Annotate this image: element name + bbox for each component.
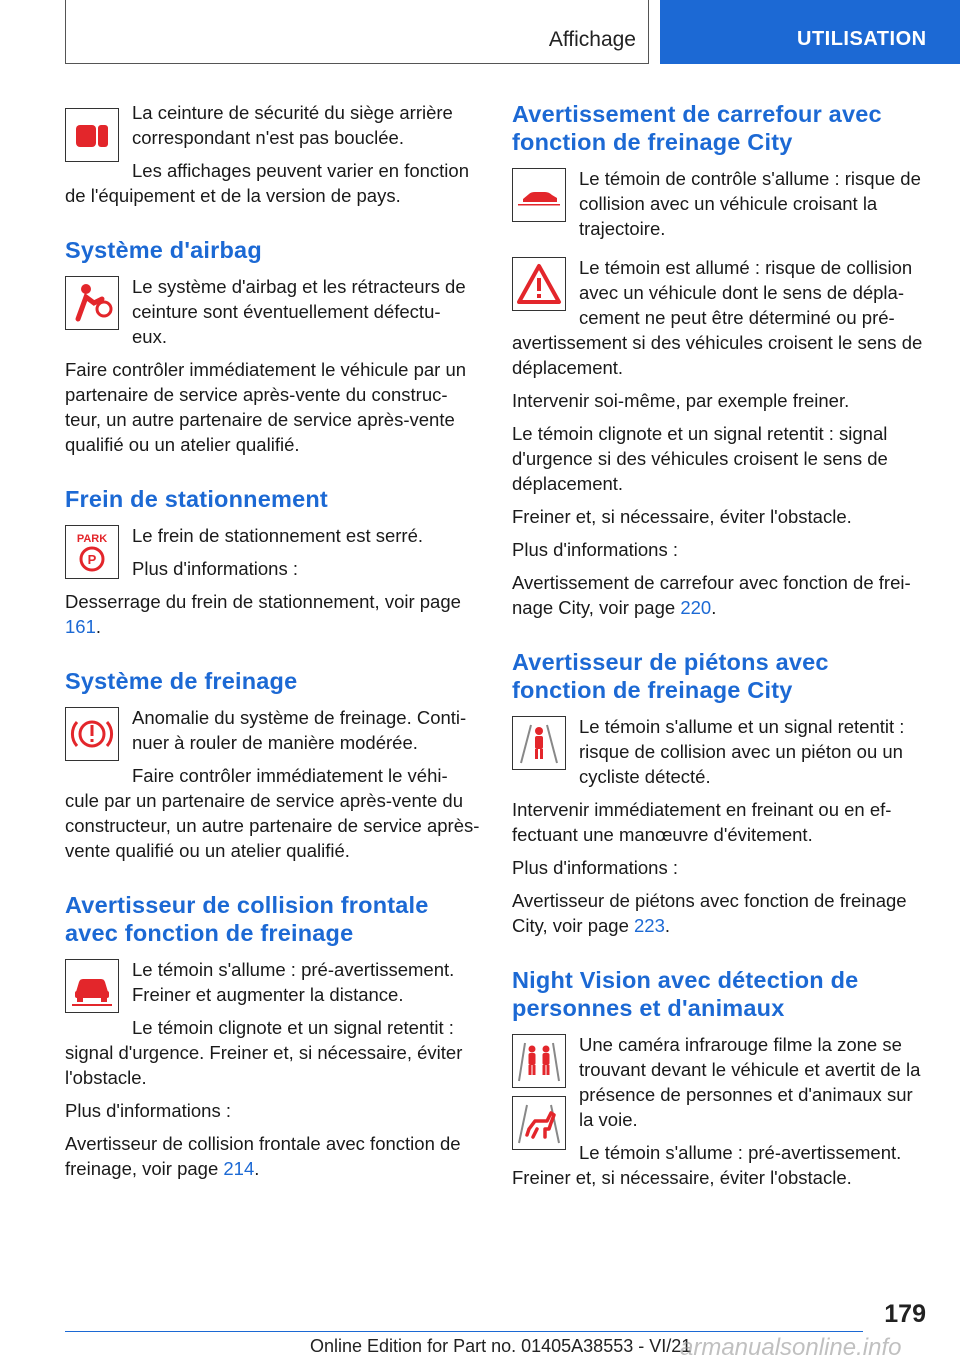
airbag-warning-icon: [65, 276, 119, 330]
header-chapter-tab: [660, 0, 960, 64]
parking-text-1: Le frein de stationnement est serré.: [132, 525, 424, 546]
header-chapter-title: UTILISATION: [797, 28, 927, 50]
crossroad-text-4: Le témoin clignote et un signal retentit : signal d'urgence si des véhicules croisent le sens de déplacement.: [512, 423, 888, 494]
parking-ref-end: .: [95, 616, 102, 637]
svg-text:P: P: [87, 552, 97, 567]
collision-page-link[interactable]: 214: [223, 1158, 255, 1179]
footer-divider: [65, 1331, 863, 1332]
parking-icon-label: PARK: [76, 533, 108, 545]
collision-text-1: Le témoin s'allume : pré-avertissement. Freiner et augmenter la distance.: [132, 959, 455, 1005]
collision-text-3: Plus d'informations :: [65, 1100, 231, 1121]
crossroad-ref-text: Avertissement de carrefour avec fonction de frei‐ nage City, voir page: [512, 572, 911, 618]
crossing-car-icon: [512, 168, 566, 222]
pedestrian-ref-end: .: [664, 915, 671, 936]
night-vision-text-1: Une caméra infrarouge filme la zone se trouvant devant le véhicule et avertit de la présence de personnes et d'animaux sur la voie.: [579, 1034, 921, 1130]
animal-detected-icon: [512, 1096, 566, 1150]
airbag-section: [65, 236, 480, 457]
watermark-text: armanualsonline.info: [680, 1334, 902, 1361]
crossroad-heading: Avertissement de carrefour avec fonction de freinage City: [512, 101, 882, 155]
collision-ref-text: Avertisseur de collision frontale avec fonction de freinage, voir page: [65, 1133, 461, 1179]
brake-text-2: Faire contrôler immédiatement le véhi‐ cule par un partenaire de service après-vente du constructeur, un autre partenaire de service après-vente qualifié ou un atelier qualifié.: [65, 765, 480, 861]
parking-ref-text: Desserrage du frein de stationnement, voir page: [65, 591, 461, 612]
pedestrian-heading: Avertisseur de piétons avec fonction de freinage City: [512, 649, 829, 703]
parking-brake-heading: Frein de stationnement: [65, 486, 328, 512]
crossroad-text-5: Freiner et, si nécessaire, éviter l'obstacle.: [512, 506, 852, 527]
brake-text-1: Anomalie du système de freinage. Conti‐ nuer à rouler de manière modérée.: [132, 707, 467, 753]
night-vision-text-2: Le témoin s'allume : pré-avertissement. Freiner et, si nécessaire, éviter l'obstacle.: [512, 1142, 902, 1188]
collision-warning-heading: Avertisseur de collision frontale avec fonction de freinage: [65, 892, 429, 946]
pedestrian-page-link[interactable]: 223: [634, 915, 665, 936]
crossroad-section: [512, 100, 927, 620]
parking-text-2: Plus d'informations :: [132, 558, 298, 579]
pedestrian-section: [512, 648, 927, 938]
collision-text-2: Le témoin clignote et un signal retentit : signal d'urgence. Freiner et, si nécessaire, éviter l'obstacle.: [65, 1017, 463, 1088]
brake-system-section: [65, 667, 480, 871]
crossroad-text-6: Plus d'informations :: [512, 539, 678, 560]
crossroad-page-link[interactable]: 220: [680, 597, 712, 618]
crossroad-text-7: [512, 570, 927, 620]
warning-triangle-icon: [512, 257, 566, 311]
collision-text-4: [65, 1131, 480, 1181]
seatbelt-text-1: La ceinture de sécurité du siège arrière correspondant n'est pas bouclée.: [132, 102, 453, 148]
header-frame: [65, 0, 649, 64]
pedestrian-text-4: [512, 888, 927, 938]
airbag-text-1: Le système d'airbag et les rétracteurs de ceinture sont éventuellement défectu‐ eux.: [132, 276, 466, 347]
night-vision-heading: Night Vision avec détection de personnes et d'animaux: [512, 967, 859, 1021]
header-section-title: Affichage: [548, 28, 636, 51]
pedestrian-warning-icon: [512, 716, 566, 770]
crossroad-ref-end: .: [711, 597, 717, 618]
collision-warning-section: [65, 891, 480, 1181]
pedestrian-text-2: Intervenir immédiatement en freinant ou en ef‐ fectuant une manœuvre d'évitement.: [512, 799, 892, 845]
parking-text-3: [65, 589, 480, 639]
brake-system-heading: Système de freinage: [65, 668, 298, 694]
right-column: [512, 100, 927, 1198]
seatbelt-text-2: Les affichages peuvent varier en fonction de l'équipement et de la version de pays.: [65, 160, 469, 206]
collision-ref-end: .: [254, 1158, 260, 1179]
car-collision-icon: [65, 959, 119, 1013]
night-vision-section: [512, 966, 927, 1198]
parking-brake-section: [65, 485, 480, 647]
airbag-heading: Système d'airbag: [65, 237, 262, 263]
seatbelt-block: [65, 100, 480, 216]
persons-detected-icon: [512, 1034, 566, 1088]
pedestrian-ref-text: Avertisseur de piétons avec fonction de freinage City, voir page: [512, 890, 907, 936]
left-column: [65, 100, 480, 1189]
page-number: 179: [884, 1300, 926, 1328]
parking-brake-icon: [65, 525, 119, 579]
pedestrian-text-1: Le témoin s'allume et un signal retentit : risque de collision avec un piéton ou un cycliste détecté.: [579, 716, 905, 787]
airbag-text-2: Faire contrôler immédiatement le véhicule par un partenaire de service après-vente du construc‐ teur, un autre partenaire de service après-vente qualifié ou un atelier qualifié.: [65, 359, 467, 455]
pedestrian-text-3: Plus d'informations :: [512, 857, 678, 878]
crossroad-text-1: Le témoin de contrôle s'allume : risque de collision avec un véhicule croisant la trajectoire.: [579, 168, 921, 239]
seatbelt-warning-icon: [65, 108, 119, 162]
crossroad-text-2: Le témoin est allumé : risque de collision avec un véhicule dont le sens de dépla‐ cement ne peut être déterminé ou pré‐ avertissement si des véhicules croisent le sens de déplacement.: [512, 257, 923, 378]
footer-edition: Online Edition for Part no. 01405A38553 - VI/21: [310, 1336, 692, 1356]
brake-warning-icon: [65, 707, 119, 761]
parking-page-link[interactable]: 161: [65, 616, 96, 637]
crossroad-text-3: Intervenir soi-même, par exemple freiner.: [512, 390, 850, 411]
